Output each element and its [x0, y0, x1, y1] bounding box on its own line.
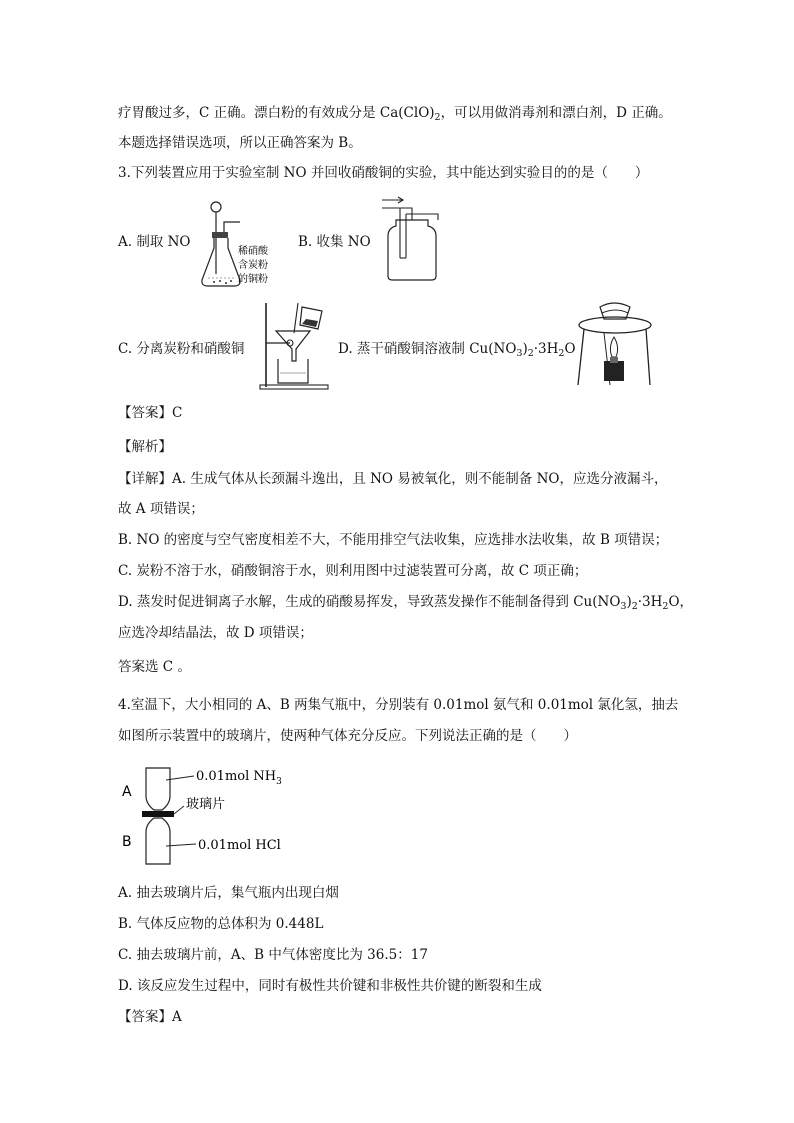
subscript: 2 [631, 601, 638, 612]
subscript: 2 [662, 601, 669, 612]
evaporation-apparatus-figure [574, 297, 654, 389]
answer-label-2: 【答案】A [118, 1009, 182, 1025]
explanation-line [118, 592, 693, 617]
text-segment: ·3H [533, 341, 559, 357]
subscript: 2 [527, 348, 534, 359]
option-a-label: A. 制取 NO [118, 234, 191, 250]
subscript: 3 [516, 348, 523, 359]
explanation-line: 故 A 项错误； [118, 501, 204, 517]
glass-plate-label: 玻璃片 [186, 797, 226, 812]
text-segment: ) [522, 341, 528, 357]
subscript: 2 [434, 112, 441, 123]
subscript: 3 [276, 777, 282, 787]
text-segment: O [564, 341, 576, 357]
text-segment: O， [668, 594, 694, 610]
gas-collection-bottle-figure [378, 196, 448, 286]
analysis-label: 【解析】 [118, 439, 172, 455]
text-segment: D. 蒸发时促进铜离子水解，生成的硝酸易挥发，导致蒸发操作不能制备得到 Cu(NO [118, 594, 621, 610]
text-segment: 0.01mol NH [196, 769, 277, 784]
subscript: 3 [620, 601, 627, 612]
flask-label-1: 稀硝酸 [238, 246, 268, 257]
explanation-line: C. 炭粉不溶于水，硝酸铜溶于水，则利用图中过滤装置可分离，故 C 项正确； [118, 563, 588, 579]
flask-label-3: 的铜粉 [238, 274, 268, 285]
subscript: 2 [558, 348, 565, 359]
filtration-apparatus-figure [256, 297, 336, 393]
option-d-label [338, 339, 576, 364]
option-b: B. 气体反应物的总体积为 0.448L [118, 916, 324, 932]
flask-label-2: 含炭粉 [238, 260, 268, 271]
explanation-line: B. NO 的密度与空气密度相差不大，不能用排空气法收集，应选排水法收集，故 B 项错误； [118, 532, 669, 548]
option-c: C. 抽去玻璃片前，A、B 中气体密度比为 36.5：17 [118, 947, 428, 963]
question-3: 3.下列装置应用于实验室制 NO 并回收硝酸铜的实验，其中能达到实验目的的是（ ） [118, 165, 649, 181]
explanation-line: 【详解】A. 生成气体从长颈漏斗逸出，且 NO 易被氧化，则不能制备 NO，应选分液漏斗， [118, 471, 668, 487]
text-line: 本题选择错误选项，所以正确答案为 B。 [118, 135, 362, 151]
option-a: A. 抽去玻璃片后，集气瓶内出现白烟 [118, 885, 339, 901]
text-segment: ·3H [637, 594, 663, 610]
text-segment: 疗胃酸过多，C 正确。漂白粉的有效成分是 Ca(ClO) [118, 105, 435, 121]
answer-label: 【答案】C [118, 405, 183, 421]
gas-jars-figure [118, 762, 318, 872]
option-d: D. 该反应发生过程中，同时有极性共价键和非极性共价键的断裂和生成 [118, 978, 542, 994]
final-answer-line: 答案选 C 。 [118, 659, 191, 675]
explanation-line: 应选冷却结晶法，故 D 项错误； [118, 625, 313, 641]
nh3-label [196, 769, 282, 787]
option-c-label: C. 分离炭粉和硝酸铜 [118, 341, 245, 357]
question-4-cont: 如图所示装置中的玻璃片，使两种气体充分反应。下列说法正确的是（ ） [118, 728, 577, 744]
text-line [118, 103, 672, 128]
text-segment: D. 蒸干硝酸铜溶液制 Cu(NO [338, 341, 517, 357]
flask-apparatus-figure [200, 196, 290, 292]
text-segment: ) [626, 594, 632, 610]
jar-b-label: B [122, 834, 132, 850]
question-4: 4.室温下，大小相同的 A、B 两集气瓶中，分别装有 0.01mol 氨气和 0.01mol 氯化氢，抽去 [118, 697, 679, 713]
text-segment: ，可以用做消毒剂和漂白剂，D 正确。 [440, 105, 672, 121]
option-b-label: B. 收集 NO [298, 234, 371, 250]
jar-a-label: A [122, 784, 132, 800]
hcl-label: 0.01mol HCl [198, 838, 281, 853]
